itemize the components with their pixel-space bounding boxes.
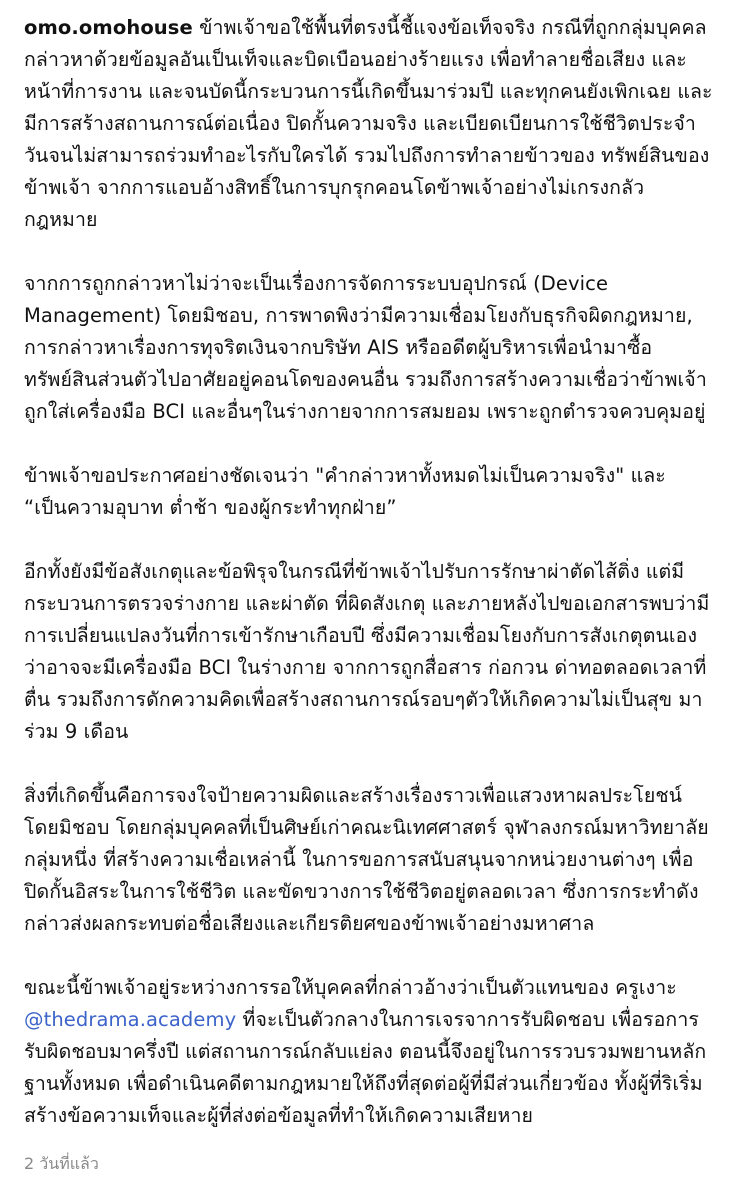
caption-paragraph-6 (24, 972, 714, 1132)
caption-text-6a: ขณะนี้ข้าพเจ้าอยู่ระหว่างการรอให้บุคคลที่กล่าวอ้างว่าเป็นตัวแทนของ ครูเงาะ (24, 976, 677, 999)
caption-text-6b: ที่จะเป็นตัวกลางในการเจรจาการรับผิดชอบ เพื่อรอการรับผิดชอบมาครึ่งปี แต่สถานการณ์กลับแย่ลง ตอนนี้จึงอยู่ในการรวบรวมพยานหลักฐานทั้งหมด เพื่อดำเนินคดีตามกฎหมายให้ถึงที่สุดต่อผู้ที่มีส่วนเกี่ยวข้อง ทั้งผู้ที่ริเริ่มสร้างข้อความเท็จและผู้ที่ส่งต่อข้อมูลที่ทำให้เกิดความเสียหาย (24, 1008, 707, 1127)
paragraph-gap (24, 236, 714, 268)
mention-link[interactable]: @thedrama.academy (24, 1008, 237, 1031)
paragraph-gap (24, 428, 714, 460)
caption-paragraph-5: สิ่งที่เกิดขึ้นคือการจงใจป้ายความผิดและสร้างเรื่องราวเพื่อแสวงหาผลประโยชน์โดยมิชอบ โดยกลุ่มบุคคลที่เป็นศิษย์เก่าคณะนิเทศศาสตร์ จุฬาลงกรณ์มหาวิทยาลัย กลุ่มหนึ่ง ที่สร้างความเชื่อเหล่านี้ ในการขอการสนับสนุนจากหน่วยงานต่างๆ เพื่อปิดกั้นอิสระในการใช้ชีวิต และขัดขวางการใช้ชีวิตอยู่ตลอดเวลา ซึ่งการกระทำดังกล่าวส่งผลกระทบต่อชื่อเสียงและเกียรติยศของข้าพเจ้าอย่างมหาศาล (24, 784, 709, 935)
caption-paragraph-2: จากการถูกกล่าวหาไม่ว่าจะเป็นเรื่องการจัดการระบบอุปกรณ์ (Device Management) โดยมิชอบ, การพาดพิงว่ามีความเชื่อมโยงกับธุรกิจผิดกฎหมาย, การกล่าวหาเรื่องการทุจริตเงินจากบริษัท AIS หรืออดีตผู้บริหารเพื่อนำมาซื้อทรัพย์สินส่วนตัวไปอาศัยอยู่คอนโดของคนอื่น รวมถึงการสร้างความเชื่อว่าข้าพเจ้าถูกใส่เครื่องมือ BCI และอื่นๆในร่างกายจากการสมยอม เพราะถูกตำรวจควบคุมอยู่ (24, 272, 707, 423)
caption-text-1: ข้าพเจ้าขอใช้พื้นที่ตรงนี้ชี้แจงข้อเท็จจริง กรณีที่ถูกกลุ่มบุคคลกล่าวหาด้วยข้อมูลอันเป็นเท็จและบิดเบือนอย่างร้ายแรง เพื่อทำลายชื่อเสียง และหน้าที่การงาน และจนบัดนี้กระบวนการนี้เกิดขึ้นมาร่วมปี และทุกคนยังเพิกเฉย และมีการสร้างสถานการณ์ต่อเนื่อง ปิดกั้นความจริง และเบียดเบียนการใช้ชีวิตประจำวันจนไม่สามารถร่วมทำอะไรกับใครได้ รวมไปถึงการทำลายข้าวของ ทรัพย์สินของข้าพเจ้า จากการแอบอ้างสิทธิ์ในการบุกรุกคอนโดข้าพเจ้าอย่างไม่เกรงกลัวกฎหมาย (24, 16, 713, 231)
post-caption (24, 12, 714, 1132)
caption-paragraph-1 (24, 12, 714, 236)
caption-paragraph-3: ข้าพเจ้าขอประกาศอย่างชัดเจนว่า "คำกล่าวหาทั้งหมดไม่เป็นความจริง" และ “เป็นความอุบาท ต่ำช้า ของผู้กระทำทุกฝ่าย” (24, 464, 666, 519)
paragraph-gap (24, 748, 714, 780)
post-timestamp: 2 วันที่แล้ว (24, 1154, 99, 1173)
username-link[interactable]: omo.omohouse (24, 16, 193, 39)
paragraph-gap (24, 524, 714, 556)
caption-paragraph-4: อีกทั้งยังมีข้อสังเกตุและข้อพิรุจในกรณีที่ข้าพเจ้าไปรับการรักษาผ่าตัดไส้ติ่ง แต่มีกระบวนการตรวจร่างกาย และผ่าตัด ที่ผิดสังเกตุ และภายหลังไปขอเอกสารพบว่ามีการเปลี่ยนแปลงวันที่การเข้ารักษาเกือบปี ซึ่งมีความเชื่อมโยงกับการสังเกตุตนเองว่าอาจจะมีเครื่องมือ BCI ในร่างกาย จากการถูกสื่อสาร ก่อกวน ด่าทอตลอดเวลาที่ตื่น รวมถึงการดักความคิดเพื่อสร้างสถานการณ์รอบๆตัวให้เกิดความไม่เป็นสุข มาร่วม 9 เดือน (24, 560, 710, 743)
paragraph-gap (24, 940, 714, 972)
